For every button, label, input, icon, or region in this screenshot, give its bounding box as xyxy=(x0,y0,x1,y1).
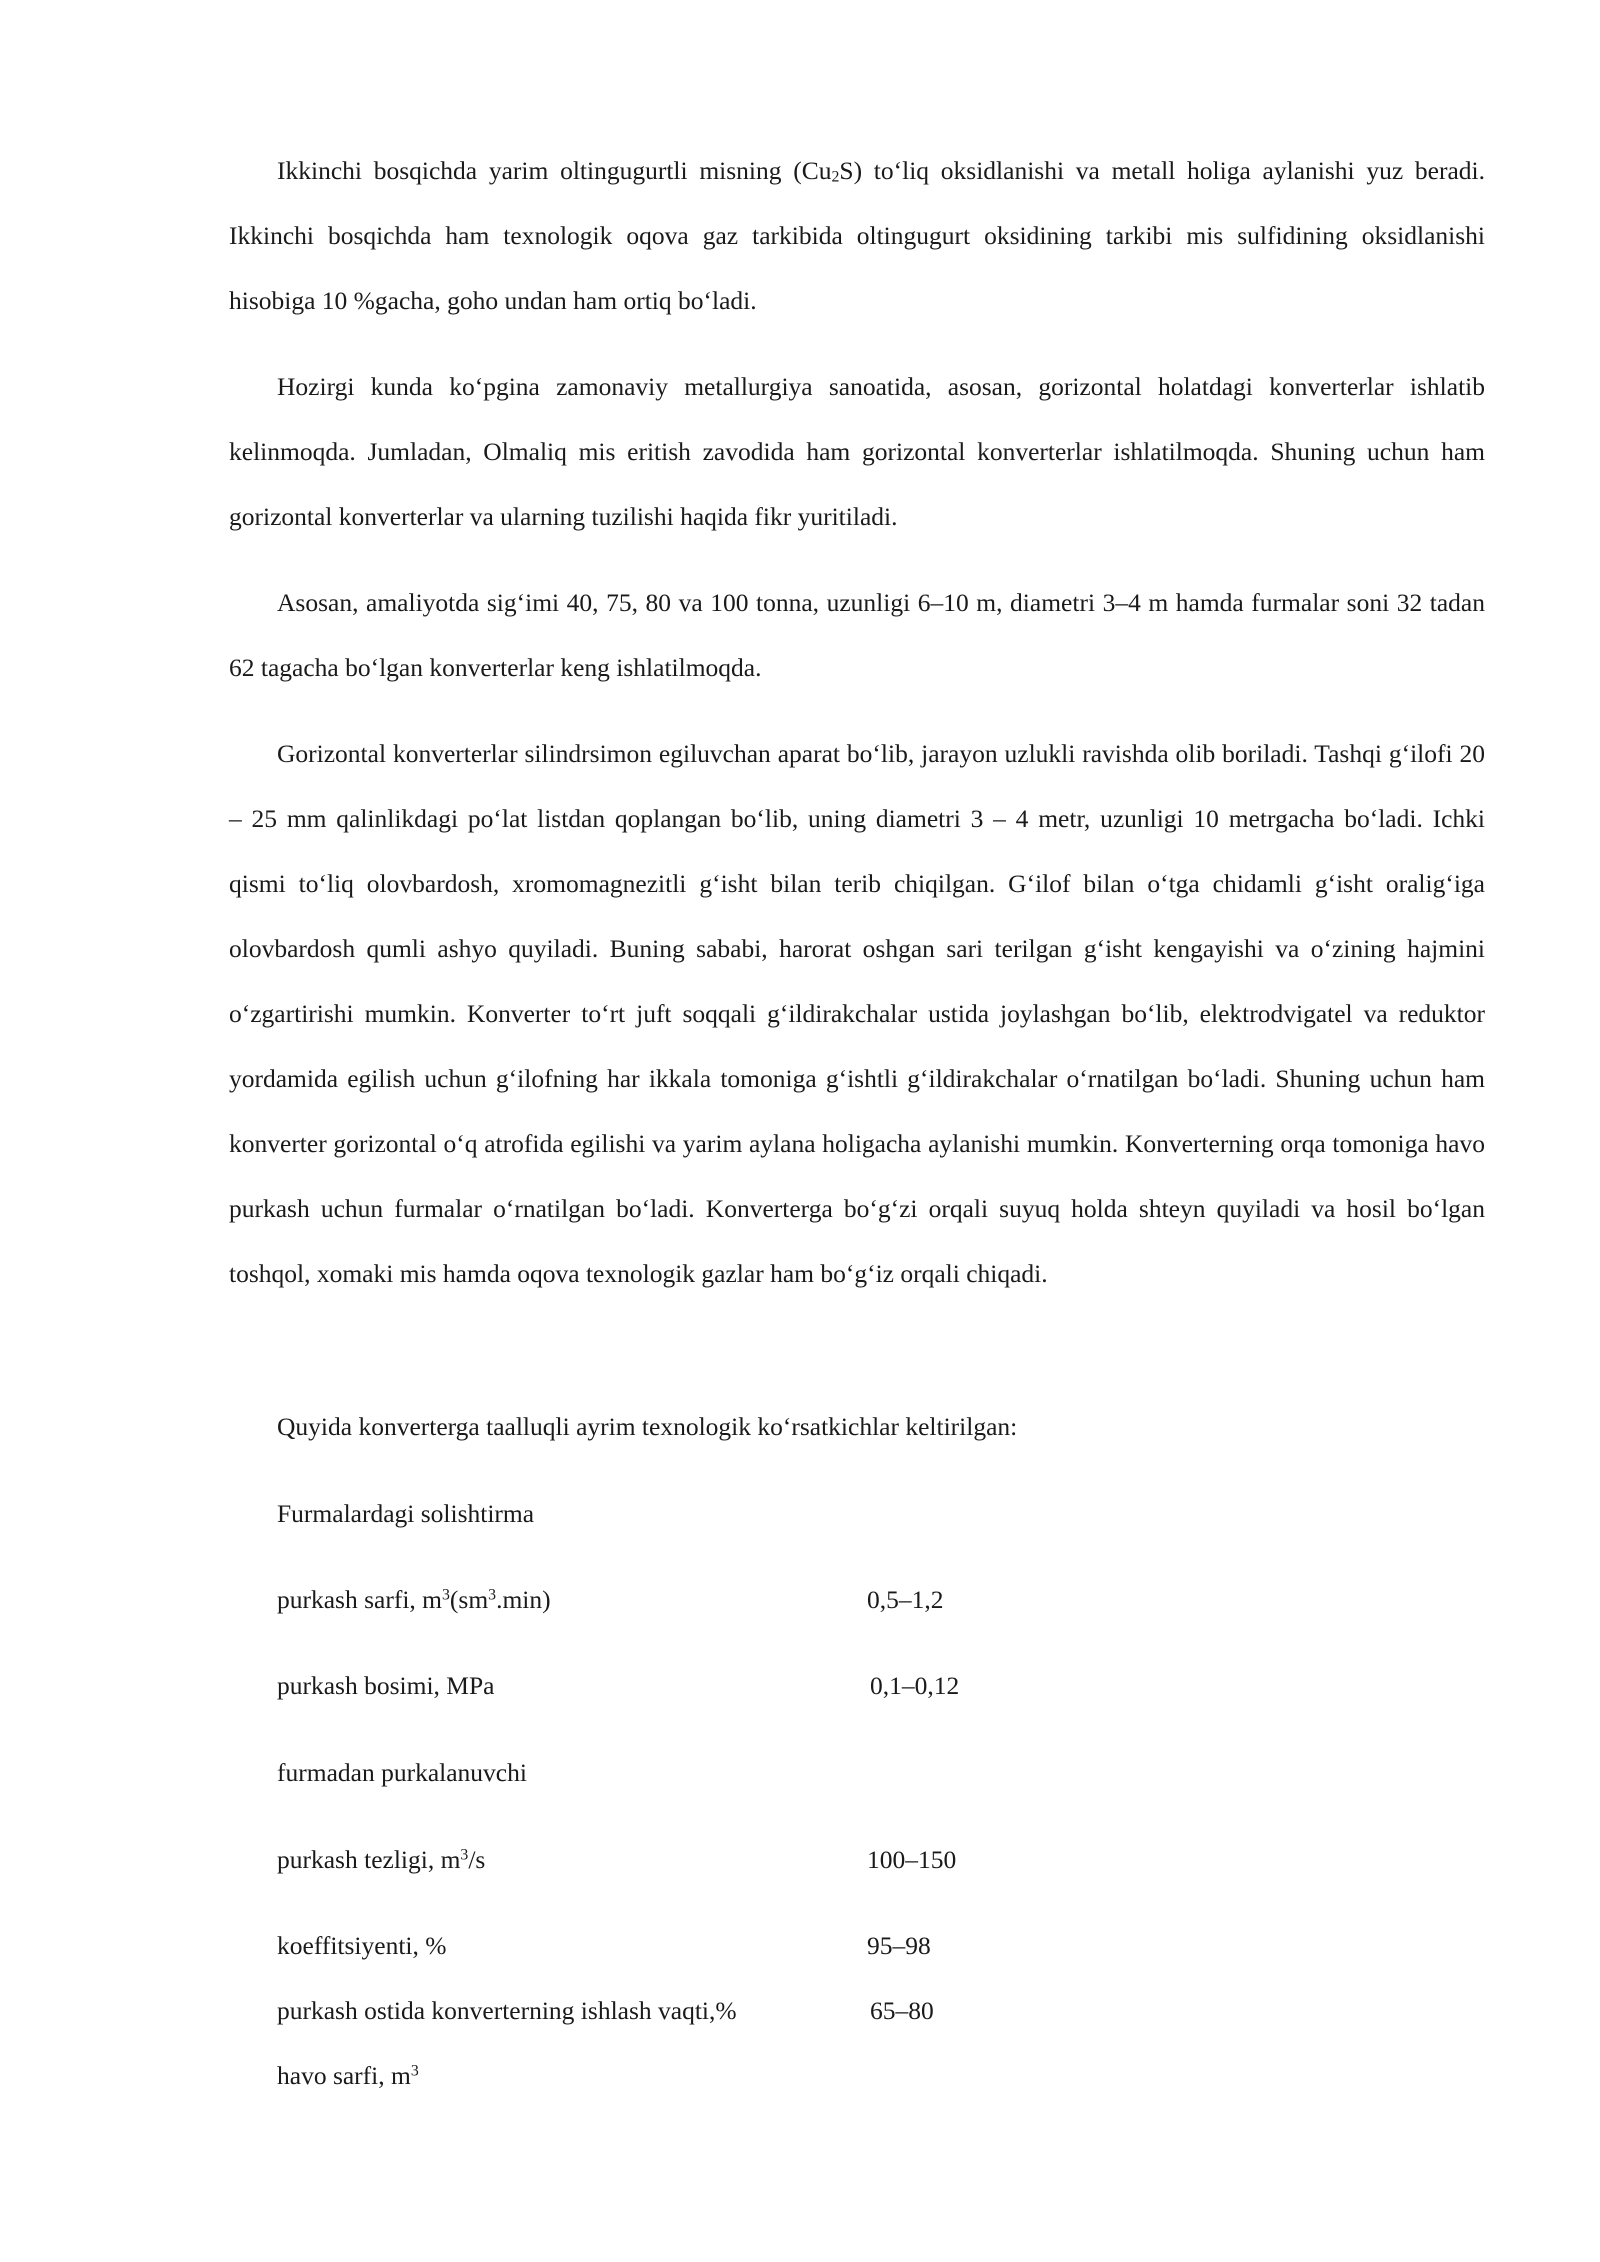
param-row-air-consumption xyxy=(277,2056,419,2096)
param-label xyxy=(277,1840,485,1880)
paragraph-1-part-a: Ikkinchi bosqichda yarim oltingugurtli misning (Cu xyxy=(277,156,832,185)
param-value: 100–150 xyxy=(867,1845,957,1874)
label-part: .min) xyxy=(496,1585,551,1614)
param-row-blow-pressure xyxy=(277,1666,960,1706)
label-part: /s xyxy=(468,1845,486,1874)
label-part: havo sarfi, m xyxy=(277,2061,411,2090)
label-part: purkash sarfi, m xyxy=(277,1585,443,1614)
param-row-heading-2 xyxy=(277,1753,527,1793)
superscript: 3 xyxy=(460,1846,469,1864)
param-label xyxy=(277,1580,551,1620)
superscript: 3 xyxy=(442,1586,450,1604)
param-label: koeffitsiyenti, % xyxy=(277,1931,447,1960)
param-row-work-time xyxy=(277,1991,934,2031)
paragraph-3: Asosan, amaliyotda sig‘imi 40, 75, 80 va 100 tonna, uzunligi 6–10 m, diametri 3–4 m hamda furmalar soni 32 tadan 62 tagacha bo‘lgan konverterlar keng ishlatilmoqda. xyxy=(229,588,1485,682)
param-label: Furmalardagi solishtirma xyxy=(277,1499,535,1528)
paragraph-1 xyxy=(229,138,1485,333)
param-value: 0,1–0,12 xyxy=(870,1671,960,1700)
paragraph-1-part-b: S) to‘liq oksidlanishi va metall holiga aylanishi yuz beradi. Ikkinchi bosqichda ham texnologik oqova gaz tarkibida oltingugurt oksidining tarkibi mis sulfidining oksidlanishi hisobiga 10 %gacha, goho undan ham ortiq bo‘ladi. xyxy=(229,156,1485,315)
param-label: purkash bosimi, MPa xyxy=(277,1671,495,1700)
param-value: 65–80 xyxy=(870,1996,934,2025)
param-row-blow-rate xyxy=(277,1580,944,1620)
paragraph-5: Quyida konverterga taalluqli ayrim texnologik ko‘rsatkichlar keltirilgan: xyxy=(277,1412,1018,1441)
label-part: (sm xyxy=(449,1585,489,1614)
superscript: 3 xyxy=(410,2062,419,2080)
subscript: 2 xyxy=(831,168,840,186)
param-label: furmadan purkalanuvchi xyxy=(277,1758,527,1787)
param-row-blow-speed xyxy=(277,1840,957,1880)
param-label: purkash ostida konverterning ishlash vaqti,% xyxy=(277,1996,737,2025)
param-row-coefficient xyxy=(277,1926,931,1966)
label-part: purkash tezligi, m xyxy=(277,1845,461,1874)
param-label xyxy=(277,2056,419,2096)
param-value: 0,5–1,2 xyxy=(867,1585,944,1614)
paragraph-4: Gorizontal konverterlar silindrsimon egiluvchan aparat bo‘lib, jarayon uzlukli ravishda olib boriladi. Tashqi g‘ilofi 20 – 25 mm qalinlikdagi po‘lat listdan qoplangan bo‘lib, uning diametri 3 – 4 metr, uzunligi 10 metrgacha bo‘ladi. Ichki qismi to‘liq olovbardosh, xromomagnezitli g‘isht bilan terib chiqilgan. G‘ilof bilan o‘tga chidamli g‘isht oralig‘iga olovbardosh qumli ashyo quyiladi. Buning sababi, harorat oshgan sari terilgan g‘isht kengayishi va o‘zining hajmini o‘zgartirishi mumkin. Konverter to‘rt juft soqqali g‘ildirakchalar ustida joylashgan bo‘lib, elektrodvigatel va reduktor yordamida egilish uchun g‘ilofning har ikkala tomoniga g‘ishtli g‘ildirakchalar o‘rnatilgan bo‘ladi. Shuning uchun ham konverter gorizontal o‘q atrofida egilishi va yarim aylana holigacha aylanishi mumkin. Konverterning orqa tomoniga havo purkash uchun furmalar o‘rnatilgan bo‘ladi. Konverterga bo‘g‘zi orqali suyuq holda shteyn quyiladi va hosil bo‘lgan toshqol, xomaki mis hamda oqova texnologik gazlar ham bo‘g‘iz orqali chiqadi. xyxy=(229,739,1485,1288)
paragraph-2: Hozirgi kunda ko‘pgina zamonaviy metallurgiya sanoatida, asosan, gorizontal holatdagi konverterlar ishlatib kelinmoqda. Jumladan, Olmaliq mis eritish zavodida ham gorizontal konverterlar ishlatilmoqda. Shuning uchun ham gorizontal konverterlar va ularning tuzilishi haqida fikr yuritiladi. xyxy=(229,372,1485,531)
param-value: 95–98 xyxy=(867,1931,931,1960)
superscript: 3 xyxy=(488,1586,497,1604)
param-row-heading-1 xyxy=(277,1494,534,1534)
